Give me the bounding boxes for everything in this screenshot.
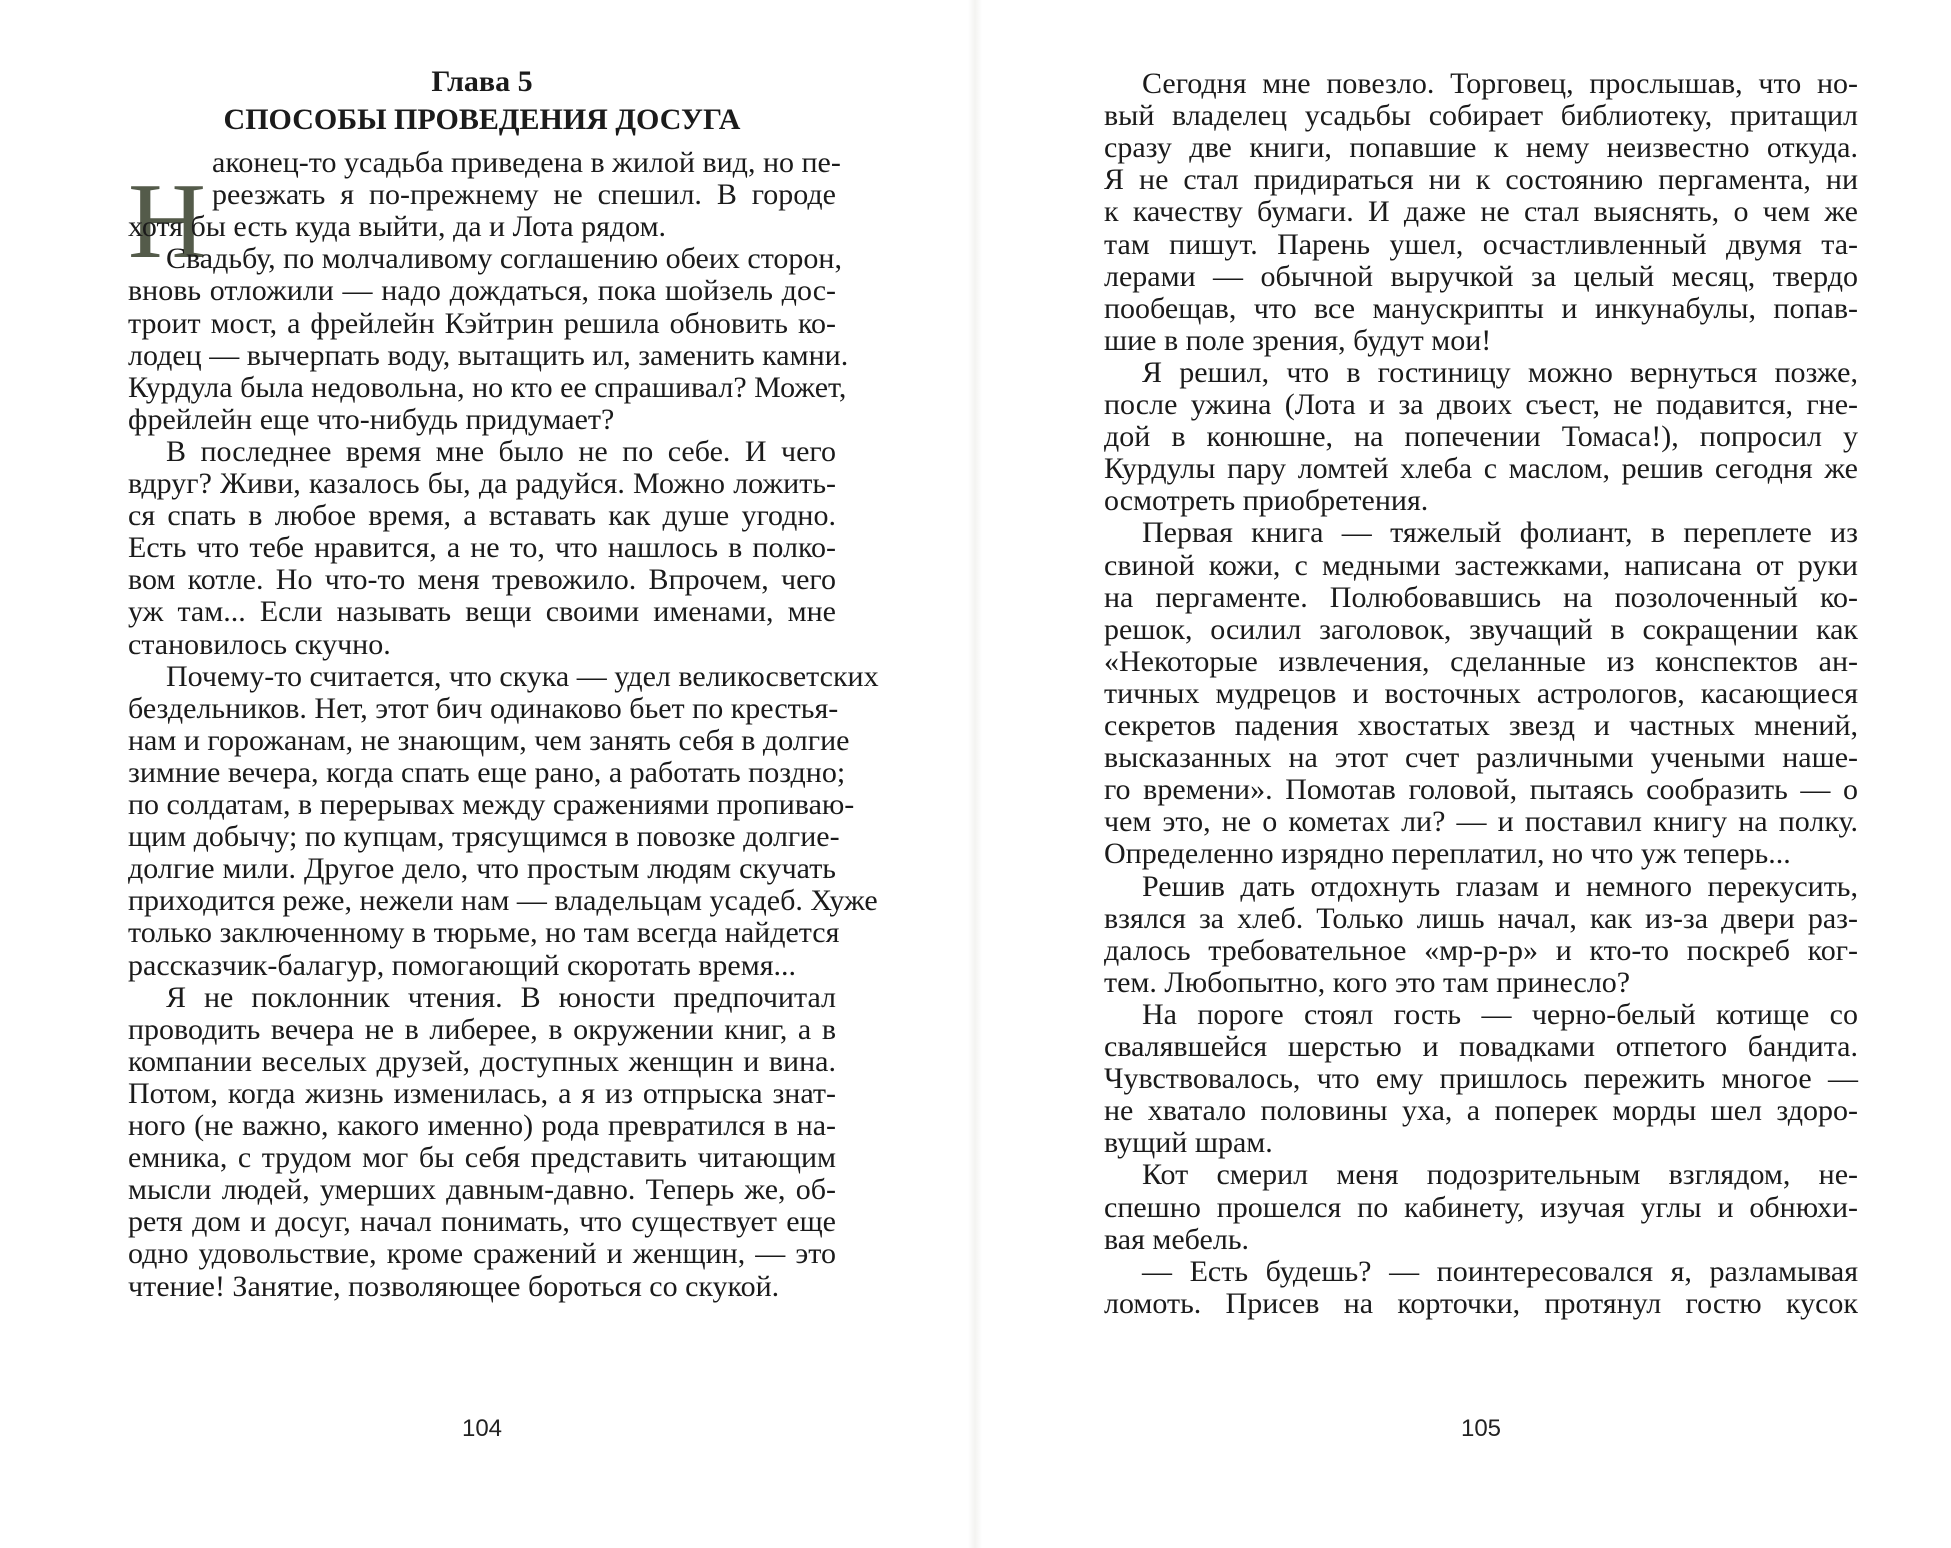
text-line: Свадьбу, по молчаливому соглашению обеих сторон, [166,242,842,276]
text-line: В последнее время мне было не по себе. И чего [166,434,836,468]
text-line: Потом, когда жизнь изменилась, а я из отпрыска знат- [128,1076,836,1110]
text-line: реезжать я по-прежнему не спешил. В городе [212,178,836,212]
text-line: чем это, не о кометах ли? — и поставил книгу на полку. [1104,805,1858,839]
text-line: одно удовольствие, кроме сражений и женщин, — это [128,1237,836,1271]
text-line: секретов падения хвостатых звезд и частных мнений, [1104,709,1858,742]
text-line: чтение! Занятие, позволяющее бороться со скукой. [128,1269,780,1303]
text-line: Почему-то считается, что скука — удел великосветских [166,659,879,693]
text-line: сразу две книги, попавшие к нему неизвестно откуда. [1104,131,1858,165]
text-line: На пороге стоял гость — черно-белый котище со [1142,997,1858,1031]
text-line: Курдула была недовольна, но кто ее спрашивал? Может, [128,370,847,404]
text-line: бездельников. Нет, этот бич одинаково бьет по крестья- [128,691,839,725]
text-line: на пергаменте. Полюбовавшись на позолоченный ко- [1104,580,1858,614]
text-line: проводить вечера не в либерее, в окружении книг, а в [128,1012,836,1046]
text-line: ретя дом и досуг, начал понимать, что существует еще [128,1205,836,1239]
text-line: далось требовательное «мр-р-р» и кто-то поскреб ког- [1104,933,1858,967]
text-line: рассказчик-балагур, помогающий скоротать время... [128,948,797,982]
text-line: тем. Любопытно, кого это там принесло? [1104,965,1631,999]
text-line: ломоть. Присев на корточки, протянул гостю кусок [1104,1286,1858,1320]
text-line: свиной кожи, с медными застежками, написана от руки [1104,548,1858,582]
text-line: щим добычу; по купцам, трясущимся в повозке долгие- [128,820,840,854]
text-line: шие в поле зрения, будут мои! [1104,323,1492,357]
text-line: приходится реже, нежели нам — владельцам усадеб. Хуже [128,884,878,918]
text-line: Определенно изрядно переплатил, но что уж теперь... [1104,837,1791,871]
text-line: там пишут. Парень ушел, осчастливленный двумя та- [1104,227,1858,261]
text-line: компании веселых друзей, доступных женщин и вина. [128,1044,836,1078]
text-line: после ужина (Лота и за двоих съест, не подавится, гне- [1104,388,1858,421]
text-line: Первая книга — тяжелый фолиант, в переплете из [1142,516,1858,550]
text-line: Сегодня мне повезло. Торговец, прослышав, что но- [1142,67,1858,100]
page-number-left: 104 [461,1415,503,1442]
text-line: к качеству бумаги. И даже не стал выяснять, о чем же [1104,195,1858,229]
text-line: вый владелец усадьбы собирает библиотеку, притащил [1104,99,1858,133]
text-line: Я не стал придираться ни к состоянию пергамента, ни [1104,163,1858,197]
page-number-right: 105 [1460,1415,1502,1442]
text-line: вновь отложили — надо дождаться, пока шойзель дос- [128,274,836,308]
text-line: вдруг? Живи, казалось бы, да радуйся. Можно ложить- [128,467,836,500]
text-line: хотя бы есть куда выйти, да и Лота рядом. [128,210,667,244]
text-line: «Некоторые извлечения, сделанные из конспектов ан- [1104,644,1858,678]
text-line: по солдатам, в перерывах между сражениями пропиваю- [128,788,855,821]
text-line: Чувствовалось, что ему пришлось пережить многое — [1104,1062,1858,1096]
text-line: тичных мудрецов и восточных астрологов, касающиеся [1104,676,1858,710]
text-line: долгие мили. Другое дело, что простым людям скучать [128,852,836,886]
text-line: троит мост, а фрейлейн Кэйтрин решила обновить ко- [128,306,836,340]
text-line: емника, с трудом мог бы себя представить читающим [128,1141,836,1175]
text-line: высказанных на этот счет различными учеными наше- [1104,741,1858,775]
text-line: Решив дать отдохнуть глазам и немного перекусить, [1142,869,1858,903]
text-line: Я решил, что в гостиницу можно вернуться позже, [1142,355,1858,389]
text-line: лерами — обычной выручкой за целый месяц, твердо [1104,259,1858,293]
text-line: только заключенному в тюрьме, но там всегда найдется [128,916,840,950]
text-line: Курдулы пару ломтей хлеба с маслом, решив сегодня же [1104,452,1858,486]
text-line: не хватало половины уха, а поперек морды шел здоро- [1104,1094,1858,1128]
text-line: становилось скучно. [128,627,391,661]
text-line: лодец — вычерпать воду, вытащить ил, заменить камни. [128,338,849,372]
text-line: ся спать в любое время, а вставать как душе угодно. [128,499,836,533]
text-line: вущий шрам. [1104,1126,1273,1160]
text-line: зимние вечера, когда спать еще рано, а работать поздно; [128,755,846,789]
text-line: — Есть будешь? — поинтересовался я, разламывая [1142,1254,1858,1288]
text-line: осмотреть приобретения. [1104,484,1429,518]
drop-cap: Н [128,162,206,281]
text-line: свалявшейся шерстью и повадками отпетого бандита. [1104,1030,1858,1063]
text-line: спешно прошелся по кабинету, изучая углы и обнюхи- [1104,1190,1858,1224]
chapter-number: Глава 5 [431,65,533,98]
text-line: уж там... Если называть вещи своими именами, мне [128,595,836,629]
text-line: взялся за хлеб. Только лишь начал, как из-за двери раз- [1104,901,1858,935]
text-line: пообещав, что все манускрипты и инкунабулы, попав- [1104,291,1858,325]
text-line: Есть что тебе нравится, а не то, что нашлось в полко- [128,531,836,565]
text-line: дой в конюшне, на попечении Томаса!), попросил у [1104,420,1858,454]
chapter-title: СПОСОБЫ ПРОВЕДЕНИЯ ДОСУГА [223,103,741,136]
text-line: решок, осилил заголовок, звучащий в сокращении как [1104,612,1858,646]
book-gutter [968,0,982,1548]
text-line: ного (не важно, какого именно) рода превратился в на- [128,1109,836,1142]
text-line: Я не поклонник чтения. В юности предпочитал [166,980,836,1014]
text-line: го времени». Помотав головой, пытаясь сообразить — о [1104,773,1858,807]
text-line: фрейлейн еще что-нибудь придумает? [128,402,615,436]
text-line: мысли людей, умерших давным-давно. Теперь же, об- [128,1173,836,1207]
text-line: нам и горожанам, не знающим, чем занять себя в долгие [128,723,850,757]
text-line: вом котле. Но что-то меня тревожило. Впрочем, чего [128,563,836,597]
text-line: вая мебель. [1104,1222,1250,1256]
text-line: аконец-то усадьба приведена в жилой вид, но пе- [212,146,841,179]
text-line: Кот смерил меня подозрительным взглядом, не- [1142,1158,1858,1192]
